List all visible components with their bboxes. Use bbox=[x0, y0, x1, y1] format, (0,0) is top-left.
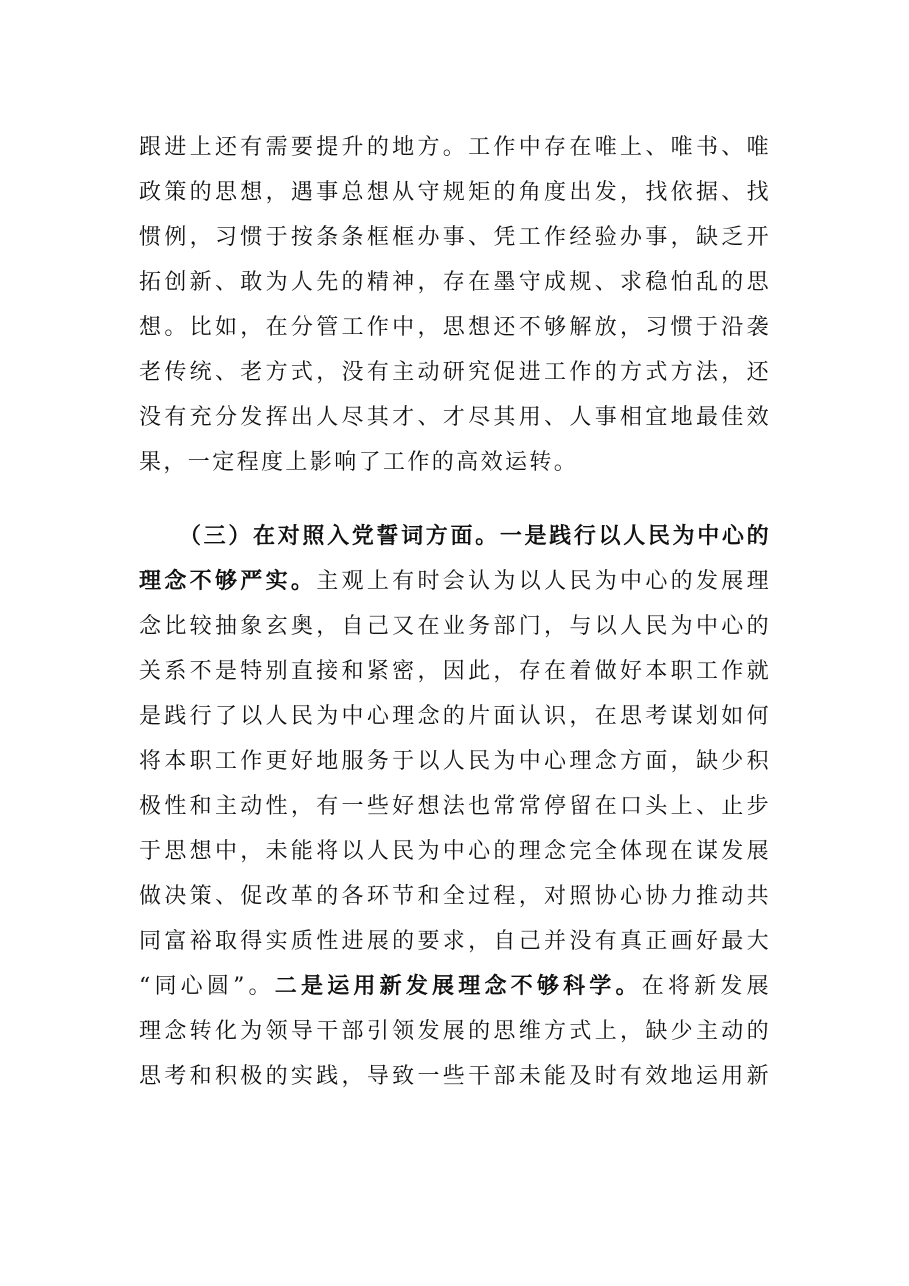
text-span: 主观上有时会认为以人民为中心的发展理 bbox=[316, 569, 771, 594]
text-line: 果，一定程度上影响了工作的高效运转。 bbox=[139, 450, 579, 475]
text-span: 在将新发展 bbox=[641, 974, 771, 999]
text-line: 没有充分发挥出人尽其才、才尽其用、人事相宜地最佳效 bbox=[139, 405, 771, 430]
text-line: 念比较抽象玄奥，自己又在业务部门，与以人民为中心的 bbox=[139, 614, 771, 639]
text-line: 关系不是特别直接和紧密，因此，存在着做好本职工作就 bbox=[139, 659, 771, 684]
text-line: 思考和积极的实践，导致一些干部未能及时有效地运用新 bbox=[139, 1064, 771, 1089]
text-line: 极性和主动性，有一些好想法也常常停留在口头上、止步 bbox=[139, 794, 771, 819]
bold-phrase: 二是运用新发展理念不够科学。 bbox=[274, 973, 642, 999]
text-line: 同富裕取得实质性进展的要求，自己并没有真正画好最大 bbox=[139, 929, 771, 954]
paragraph-1 bbox=[139, 125, 771, 485]
text-line: 做决策、促改革的各环节和全过程，对照协心协力推动共 bbox=[139, 884, 771, 909]
text-line bbox=[139, 964, 771, 1009]
text-line: 于思想中，未能将以人民为中心的理念完全体现在谋发展 bbox=[139, 839, 771, 864]
text-span: “同心圆”。 bbox=[139, 974, 275, 999]
paragraph-2 bbox=[139, 514, 771, 1099]
text-line: 老传统、老方式，没有主动研究促进工作的方式方法，还 bbox=[139, 360, 771, 385]
text-line bbox=[139, 559, 771, 604]
text-line: 拓创新、敢为人先的精神，存在墨守成规、求稳怕乱的思 bbox=[139, 270, 771, 295]
text-line: 跟进上还有需要提升的地方。工作中存在唯上、唯书、唯 bbox=[139, 135, 771, 160]
bold-phrase: 理念不够严实。 bbox=[139, 568, 317, 594]
text-line: 想。比如，在分管工作中，思想还不够解放，习惯于沿袭 bbox=[139, 315, 771, 340]
text-line: 将本职工作更好地服务于以人民为中心理念方面，缺少积 bbox=[139, 749, 771, 774]
section-heading-line: （三）在对照入党誓词方面。一是践行以人民为中心的 bbox=[179, 523, 771, 549]
text-line: 理念转化为领导干部引领发展的思维方式上，缺少主动的 bbox=[139, 1019, 771, 1044]
text-line: 政策的思想，遇事总想从守规矩的角度出发，找依据、找 bbox=[139, 180, 771, 205]
text-line: 是践行了以人民为中心理念的片面认识，在思考谋划如何 bbox=[139, 704, 771, 729]
text-line: 惯例，习惯于按条条框框办事、凭工作经验办事，缺乏开 bbox=[139, 225, 771, 250]
